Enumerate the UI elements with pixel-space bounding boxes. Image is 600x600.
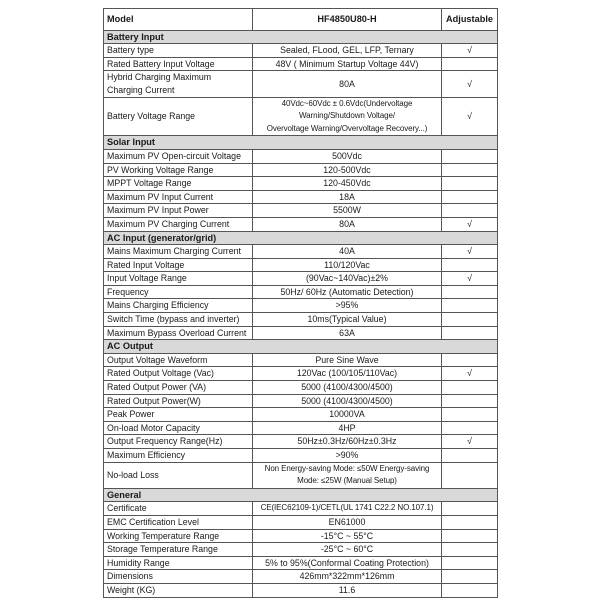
spec-value-line: Warning/Shutdown Voltage/ bbox=[299, 111, 395, 121]
spec-label-cell: Rated Output Voltage (Vac) bbox=[104, 367, 253, 381]
adjustable-cell bbox=[442, 326, 498, 340]
spec-value-cell bbox=[253, 367, 442, 381]
section-header-row bbox=[104, 231, 498, 245]
spec-value-line: Mode: ≤25W (Manual Setup) bbox=[297, 476, 397, 486]
section-title: Solar Input bbox=[104, 136, 498, 150]
spec-value-line: EN61000 bbox=[328, 516, 366, 527]
check-mark: √ bbox=[467, 436, 472, 447]
spec-value-line: (90Vac~140Vac)±2% bbox=[305, 273, 388, 284]
section-header-row bbox=[104, 488, 498, 502]
adjustable-cell bbox=[442, 44, 498, 58]
adjustable-header-cell: Adjustable bbox=[442, 9, 498, 31]
table-row bbox=[104, 217, 498, 231]
spec-value-line: 50Hz/ 60Hz (Automatic Detection) bbox=[280, 286, 414, 297]
value-header-cell: HF4850U80-H bbox=[253, 9, 442, 31]
adjustable-cell bbox=[442, 217, 498, 231]
spec-label-cell: MPPT Voltage Range bbox=[104, 177, 253, 191]
adjustable-cell bbox=[442, 57, 498, 71]
spec-value-line: 10000VA bbox=[329, 409, 365, 420]
spec-value-cell bbox=[253, 570, 442, 584]
adjustable-cell bbox=[442, 449, 498, 463]
spec-value-line: 426mm*322mm*126mm bbox=[299, 571, 395, 582]
adjustable-cell bbox=[442, 583, 498, 597]
spec-value-cell bbox=[253, 543, 442, 557]
table-row bbox=[104, 285, 498, 299]
spec-label-cell: Maximum PV Charging Current bbox=[104, 217, 253, 231]
spec-label-cell: Battery Voltage Range bbox=[104, 97, 253, 136]
spec-value-cell bbox=[253, 217, 442, 231]
spec-value-cell bbox=[253, 258, 442, 272]
table-row bbox=[104, 570, 498, 584]
spec-value-line: >95% bbox=[335, 300, 359, 311]
spec-value-cell bbox=[253, 204, 442, 218]
table-row bbox=[104, 204, 498, 218]
spec-value-cell bbox=[253, 502, 442, 516]
spec-label-cell: Weight (KG) bbox=[104, 583, 253, 597]
spec-label-cell: Mains Maximum Charging Current bbox=[104, 245, 253, 259]
adjustable-cell bbox=[442, 381, 498, 395]
spec-value-cell bbox=[253, 556, 442, 570]
model-header-cell: Model bbox=[104, 9, 253, 31]
spec-value-line: 120Vac (100/105/110Vac) bbox=[296, 368, 398, 379]
adjustable-cell bbox=[442, 258, 498, 272]
spec-value-line: 120-500Vdc bbox=[323, 164, 371, 175]
table-header-row bbox=[104, 9, 498, 31]
section-title: Battery Input bbox=[104, 30, 498, 44]
adjustable-cell bbox=[442, 421, 498, 435]
spec-value-cell bbox=[253, 97, 442, 136]
spec-value-cell bbox=[253, 313, 442, 327]
spec-label-cell: Maximum PV Input Current bbox=[104, 190, 253, 204]
table-row bbox=[104, 408, 498, 422]
spec-label-cell: Maximum PV Open-circuit Voltage bbox=[104, 149, 253, 163]
spec-label-cell: Battery type bbox=[104, 44, 253, 58]
adjustable-cell bbox=[442, 556, 498, 570]
spec-value-line: 40Vdc~60Vdc ± 0.6Vdc(Undervoltage bbox=[281, 98, 413, 108]
spec-value-cell bbox=[253, 326, 442, 340]
spec-label-cell: PV Working Voltage Range bbox=[104, 163, 253, 177]
spec-value-line: CE(IEC62109-1)/CETL(UL 1741 C22.2 NO.107.1) bbox=[260, 503, 434, 513]
spec-value-line: Pure Sine Wave bbox=[315, 354, 379, 365]
spec-label-cell: Mains Charging Efficiency bbox=[104, 299, 253, 313]
spec-value-cell bbox=[253, 71, 442, 97]
table-row bbox=[104, 71, 498, 97]
spec-label-cell: Certificate bbox=[104, 502, 253, 516]
table-row bbox=[104, 299, 498, 313]
spec-value-cell bbox=[253, 583, 442, 597]
spec-value-cell bbox=[253, 462, 442, 488]
spec-label-cell: Rated Output Power(W) bbox=[104, 394, 253, 408]
check-mark: √ bbox=[467, 273, 472, 284]
adjustable-cell bbox=[442, 529, 498, 543]
table-row bbox=[104, 583, 498, 597]
spec-label-cell: On-load Motor Capacity bbox=[104, 421, 253, 435]
adjustable-cell bbox=[442, 71, 498, 97]
adjustable-cell bbox=[442, 299, 498, 313]
table-row bbox=[104, 556, 498, 570]
spec-value-line: Sealed, FLood, GEL, LFP, Ternary bbox=[280, 45, 414, 56]
adjustable-cell bbox=[442, 543, 498, 557]
table-row bbox=[104, 163, 498, 177]
spec-value-line: Non Energy-saving Mode: ≤50W Energy-saving bbox=[264, 463, 430, 473]
table-row bbox=[104, 353, 498, 367]
spec-value-line: 50Hz±0.3Hz/60Hz±0.3Hz bbox=[297, 436, 397, 447]
adjustable-cell bbox=[442, 177, 498, 191]
spec-value-line: >90% bbox=[335, 450, 359, 460]
spec-label-cell: Output Frequency Range(Hz) bbox=[104, 435, 253, 449]
spec-value-line: 40A bbox=[339, 246, 355, 257]
spec-value-line: 120-450Vdc bbox=[323, 178, 371, 189]
table-row bbox=[104, 435, 498, 449]
adjustable-cell bbox=[442, 190, 498, 204]
spec-value-cell bbox=[253, 394, 442, 408]
adjustable-cell bbox=[442, 462, 498, 488]
spec-value-cell bbox=[253, 529, 442, 543]
spec-value-cell bbox=[253, 353, 442, 367]
adjustable-cell bbox=[442, 408, 498, 422]
table-row bbox=[104, 367, 498, 381]
spec-value-cell bbox=[253, 163, 442, 177]
spec-value-cell bbox=[253, 421, 442, 435]
spec-value-line: Overvoltage Warning/Overvoltage Recovery...) bbox=[266, 123, 428, 133]
section-header-row bbox=[104, 136, 498, 150]
spec-value-line: 110/120Vac bbox=[324, 259, 370, 270]
spec-label-cell: Working Temperature Range bbox=[104, 529, 253, 543]
spec-value-cell bbox=[253, 245, 442, 259]
table-row bbox=[104, 462, 498, 488]
adjustable-cell bbox=[442, 97, 498, 136]
spec-label-cell: Maximum Efficiency bbox=[104, 449, 253, 463]
spec-value-line: 5000 (4100/4300/4500) bbox=[301, 395, 393, 406]
spec-value-line: 18A bbox=[339, 191, 355, 202]
section-title: AC Output bbox=[104, 340, 498, 354]
spec-label-cell: Storage Temperature Range bbox=[104, 543, 253, 557]
adjustable-cell bbox=[442, 435, 498, 449]
spec-value-line: 5% to 95%(Conformal Coating Protection) bbox=[265, 557, 429, 568]
table-row bbox=[104, 149, 498, 163]
table-row bbox=[104, 543, 498, 557]
table-row bbox=[104, 313, 498, 327]
adjustable-cell bbox=[442, 367, 498, 381]
spec-value-cell bbox=[253, 408, 442, 422]
spec-label-cell: Output Voltage Waveform bbox=[104, 353, 253, 367]
spec-value-line: 63A bbox=[339, 327, 355, 338]
table-row bbox=[104, 245, 498, 259]
spec-table bbox=[103, 8, 498, 598]
spec-value-cell bbox=[253, 272, 442, 286]
table-row bbox=[104, 381, 498, 395]
spec-value-cell bbox=[253, 190, 442, 204]
spec-value-cell bbox=[253, 435, 442, 449]
spec-value-line: 48V ( Minimum Startup Voltage 44V) bbox=[275, 58, 419, 69]
spec-label-cell: Rated Output Power (VA) bbox=[104, 381, 253, 395]
adjustable-cell bbox=[442, 353, 498, 367]
table-row bbox=[104, 258, 498, 272]
section-title: AC Input (generator/grid) bbox=[104, 231, 498, 245]
section-header-row bbox=[104, 340, 498, 354]
spec-table-body bbox=[104, 30, 498, 597]
table-row bbox=[104, 44, 498, 58]
spec-value-line: -25°C ~ 60°C bbox=[320, 544, 374, 555]
adjustable-cell bbox=[442, 163, 498, 177]
check-mark: √ bbox=[467, 45, 472, 56]
spec-label-cell: Humidity Range bbox=[104, 556, 253, 570]
table-row bbox=[104, 529, 498, 543]
spec-label-cell: Dimensions bbox=[104, 570, 253, 584]
spec-value-line: -15°C ~ 55°C bbox=[320, 530, 374, 541]
adjustable-cell bbox=[442, 313, 498, 327]
spec-value-cell bbox=[253, 285, 442, 299]
check-mark: √ bbox=[467, 218, 472, 229]
table-row bbox=[104, 272, 498, 286]
adjustable-cell bbox=[442, 245, 498, 259]
spec-label-cell: Hybrid Charging Maximum Charging Current bbox=[104, 71, 253, 97]
table-row bbox=[104, 515, 498, 529]
adjustable-cell bbox=[442, 272, 498, 286]
table-row bbox=[104, 326, 498, 340]
check-mark: √ bbox=[467, 246, 472, 257]
adjustable-cell bbox=[442, 204, 498, 218]
adjustable-cell bbox=[442, 285, 498, 299]
section-title: General bbox=[104, 488, 498, 502]
adjustable-cell bbox=[442, 570, 498, 584]
adjustable-cell bbox=[442, 149, 498, 163]
spec-value-line: 80A bbox=[339, 78, 355, 89]
table-row bbox=[104, 97, 498, 136]
spec-value-line: 80A bbox=[339, 218, 355, 229]
check-mark: √ bbox=[467, 111, 472, 122]
table-row bbox=[104, 57, 498, 71]
spec-label-cell: Peak Power bbox=[104, 408, 253, 422]
spec-label-cell: EMC Certification Level bbox=[104, 515, 253, 529]
spec-label-cell: Maximum Bypass Overload Current bbox=[104, 326, 253, 340]
table-row bbox=[104, 449, 498, 463]
table-row bbox=[104, 502, 498, 516]
table-row bbox=[104, 394, 498, 408]
adjustable-cell bbox=[442, 394, 498, 408]
check-mark: √ bbox=[467, 78, 472, 89]
spec-value-cell bbox=[253, 449, 442, 463]
spec-label-cell: Frequency bbox=[104, 285, 253, 299]
section-header-row bbox=[104, 30, 498, 44]
adjustable-cell bbox=[442, 502, 498, 516]
spec-value-cell bbox=[253, 177, 442, 191]
spec-label-cell: No-load Loss bbox=[104, 462, 253, 488]
spec-value-line: 11.6 bbox=[338, 584, 356, 595]
spec-value-line: 4HP bbox=[338, 422, 356, 433]
spec-value-cell bbox=[253, 57, 442, 71]
spec-label-cell: Input Voltage Range bbox=[104, 272, 253, 286]
spec-value-cell bbox=[253, 44, 442, 58]
table-row bbox=[104, 421, 498, 435]
spec-label-cell: Maximum PV Input Power bbox=[104, 204, 253, 218]
spec-value-line: 5000 (4100/4300/4500) bbox=[301, 382, 393, 393]
table-row bbox=[104, 190, 498, 204]
spec-value-line: 500Vdc bbox=[332, 150, 362, 161]
spec-label-cell: Switch Time (bypass and inverter) bbox=[104, 313, 253, 327]
check-mark: √ bbox=[467, 368, 472, 379]
spec-value-cell bbox=[253, 515, 442, 529]
spec-value-cell bbox=[253, 381, 442, 395]
spec-label-cell: Rated Battery Input Voltage bbox=[104, 57, 253, 71]
table-row bbox=[104, 177, 498, 191]
spec-value-cell bbox=[253, 299, 442, 313]
spec-value-line: 5500W bbox=[333, 205, 361, 216]
spec-value-cell bbox=[253, 149, 442, 163]
spec-label-cell: Rated Input Voltage bbox=[104, 258, 253, 272]
spec-value-line: 10ms(Typical Value) bbox=[307, 314, 387, 325]
adjustable-cell bbox=[442, 515, 498, 529]
